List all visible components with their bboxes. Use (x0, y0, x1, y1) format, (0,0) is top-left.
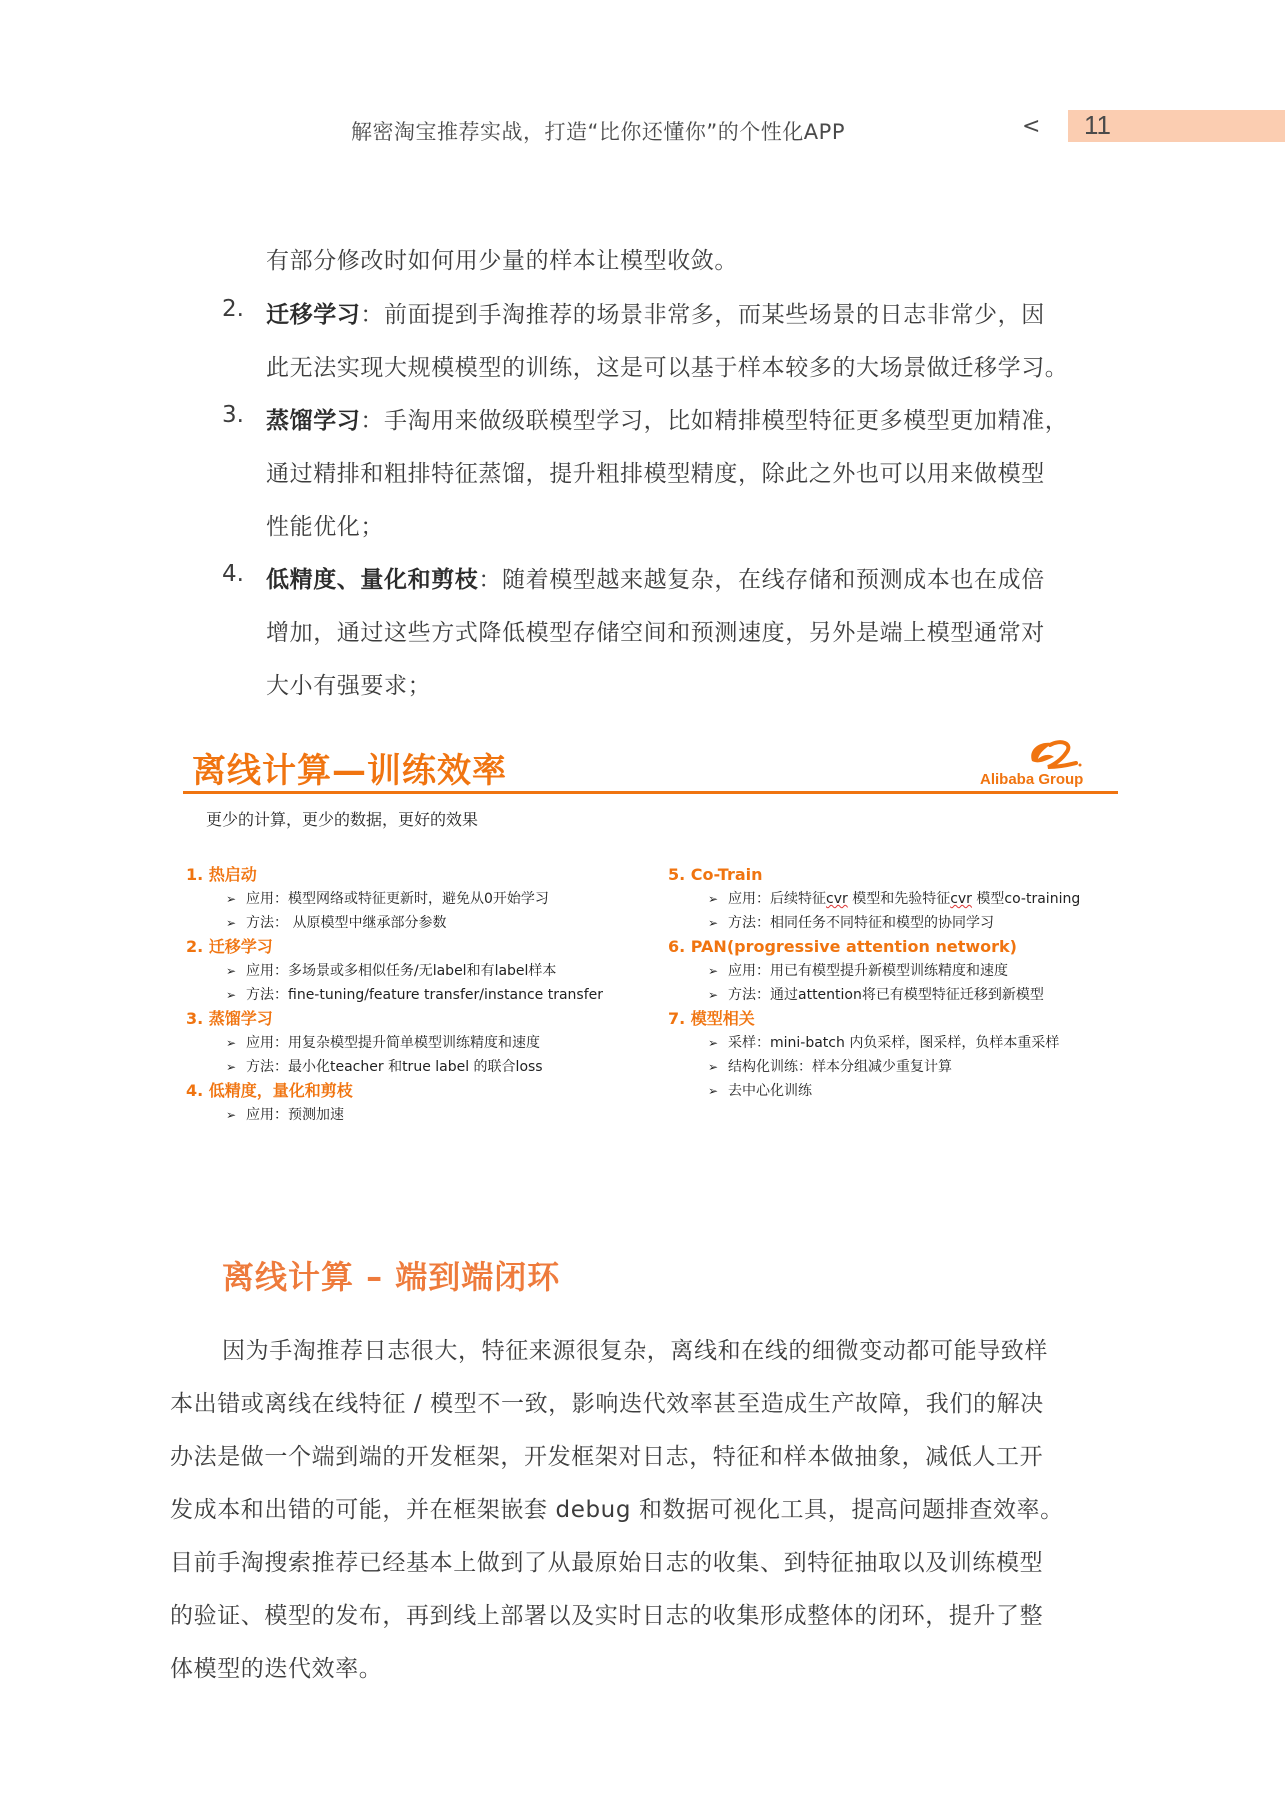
list-item-text: 此无法实现大规模模型的训练，这是可以基于样本较多的大场景做迁移学习。 (266, 355, 1069, 381)
paragraph-line: 体模型的迭代效率。 (170, 1656, 383, 1682)
list-item-term: 蒸馏学习 (266, 408, 361, 434)
slide-section-heading: 5. Co-Train (668, 865, 763, 884)
paragraph-line: 因为手淘推荐日志很大，特征来源很复杂，离线和在线的细微变动都可能导致样 (222, 1338, 1048, 1364)
arrow-bullet-icon: ➢ (226, 1060, 237, 1074)
page-number: 11 (1084, 110, 1111, 140)
arrow-bullet-icon: ➢ (226, 964, 237, 978)
alibaba-smile-icon (970, 737, 1120, 773)
bullet-text: 方法：fine-tuning/feature transfer/instance transfer (246, 987, 604, 1003)
slide-subtitle: 更少的计算，更少的数据，更好的效果 (206, 810, 479, 829)
list-item (266, 296, 1045, 329)
slide-bullet (186, 983, 603, 1007)
arrow-bullet-icon: ➢ (226, 916, 237, 930)
embedded-slide (180, 735, 1120, 1205)
bullet-text: 结构化训练：样本分组减少重复计算 (728, 1059, 952, 1075)
arrow-bullet-icon: ➢ (708, 964, 719, 978)
bullet-text: 去中心化训练 (728, 1083, 812, 1099)
bullet-text: 应用：用复杂模型提升简单模型训练精度和速度 (246, 1035, 540, 1051)
list-item-text: 性能优化； (266, 514, 384, 540)
bullet-text: 应用：模型网络或特征更新时，避免从0开始学习 (246, 891, 549, 907)
list-number: 4. (222, 561, 244, 587)
bullet-text: 应用：后续特征 (728, 891, 826, 907)
section-heading: 离线计算 – 端到端闭环 (222, 1258, 561, 1296)
slide-section-heading: 2. 迁移学习 (186, 937, 273, 956)
arrow-bullet-icon: ➢ (226, 892, 237, 906)
spellcheck-word: cvr (826, 891, 848, 907)
arrow-bullet-icon: ➢ (226, 1036, 237, 1050)
bullet-text: 应用：多场景或多相似任务/无label和有label样本 (246, 963, 557, 979)
paragraph-line: 发成本和出错的可能，并在框架嵌套 debug 和数据可视化工具，提高问题排查效率。 (170, 1497, 1064, 1523)
slide-bullet (668, 911, 1080, 935)
slide-bullet (668, 887, 1080, 911)
slide-bullet (186, 959, 603, 983)
slide-bullet (186, 887, 603, 911)
slide-section-heading: 7. 模型相关 (668, 1009, 755, 1028)
slide-section-heading: 6. PAN(progressive attention network) (668, 937, 1017, 956)
list-item-term: 迁移学习 (266, 302, 361, 328)
spellcheck-word: cvr (950, 891, 972, 907)
slide-bullet (186, 911, 603, 935)
slide-bullet (668, 983, 1080, 1007)
chevron-left-icon: < (1022, 114, 1041, 139)
bullet-text: 应用：预测加速 (246, 1107, 344, 1123)
slide-bullet (186, 1103, 603, 1127)
paragraph-line: 目前手淘搜索推荐已经基本上做到了从最原始日志的收集、到特征抽取以及训练模型 (170, 1550, 1044, 1576)
list-item-text: 增加，通过这些方式降低模型存储空间和预测速度，另外是端上模型通常对 (266, 620, 1045, 646)
bullet-text: 模型co-training (971, 891, 1081, 907)
bullet-text: 模型和先验特征 (847, 891, 951, 907)
list-item (266, 561, 1045, 594)
arrow-bullet-icon: ➢ (708, 988, 719, 1002)
logo-text: Alibaba Group (980, 771, 1084, 788)
list-number: 3. (222, 402, 244, 428)
paragraph-continuation: 有部分修改时如何用少量的样本让模型收敛。 (266, 248, 738, 274)
bullet-text: 方法：最小化teacher 和true label 的联合loss (246, 1059, 543, 1075)
list-item-term: 低精度、量化和剪枝 (266, 567, 479, 593)
book-title: 解密淘宝推荐实战，打造“比你还懂你”的个性化APP (351, 120, 845, 144)
list-item (266, 402, 1068, 435)
slide-title-underline (183, 791, 1118, 794)
list-item-text: 通过精排和粗排特征蒸馏，提升粗排模型精度，除此之外也可以用来做模型 (266, 461, 1045, 487)
page-number-badge (1068, 110, 1285, 142)
paragraph-line: 本出错或离线在线特征 / 模型不一致，影响迭代效率甚至造成生产故障，我们的解决 (170, 1391, 1044, 1417)
slide-section-heading: 3. 蒸馏学习 (186, 1009, 273, 1028)
bullet-text: 采样：mini-batch 内负采样，图采样，负样本重采样 (728, 1035, 1060, 1051)
paragraph-line: 的验证、模型的发布，再到线上部署以及实时日志的收集形成整体的闭环，提升了整 (170, 1603, 1044, 1629)
slide-bullet (668, 1079, 1080, 1103)
list-item-text: 大小有强要求； (266, 673, 432, 699)
arrow-bullet-icon: ➢ (226, 988, 237, 1002)
list-number: 2. (222, 296, 244, 322)
arrow-bullet-icon: ➢ (708, 1060, 719, 1074)
slide-bullet (668, 959, 1080, 983)
slide-right-column (668, 863, 1080, 1103)
slide-left-column (186, 863, 603, 1127)
slide-section-heading: 4. 低精度，量化和剪枝 (186, 1081, 353, 1100)
slide-title: 离线计算—训练效率 (192, 751, 507, 791)
arrow-bullet-icon: ➢ (708, 892, 719, 906)
list-item-text: ：手淘用来做级联模型学习，比如精排模型特征更多模型更加精准， (360, 408, 1069, 434)
page-header (0, 110, 1285, 152)
slide-bullet (186, 1055, 603, 1079)
bullet-text: 应用：用已有模型提升新模型训练精度和速度 (728, 963, 1008, 979)
arrow-bullet-icon: ➢ (708, 916, 719, 930)
list-item-text: ：随着模型越来越复杂，在线存储和预测成本也在成倍 (478, 567, 1045, 593)
bullet-text: 方法：通过attention将已有模型特征迁移到新模型 (728, 987, 1044, 1003)
arrow-bullet-icon: ➢ (708, 1036, 719, 1050)
slide-bullet (186, 1031, 603, 1055)
list-item-text: ：前面提到手淘推荐的场景非常多，而某些场景的日志非常少，因 (360, 302, 1045, 328)
bullet-text: 方法：相同任务不同特征和模型的协同学习 (728, 915, 994, 931)
paragraph-line: 办法是做一个端到端的开发框架，开发框架对日志，特征和样本做抽象，减低人工开 (170, 1444, 1044, 1470)
slide-bullet (668, 1031, 1080, 1055)
slide-section-heading: 1. 热启动 (186, 865, 257, 884)
bullet-text: 方法： 从原模型中继承部分参数 (246, 915, 447, 931)
slide-bullet (668, 1055, 1080, 1079)
arrow-bullet-icon: ➢ (708, 1084, 719, 1098)
arrow-bullet-icon: ➢ (226, 1108, 237, 1122)
alibaba-logo (970, 737, 1120, 789)
